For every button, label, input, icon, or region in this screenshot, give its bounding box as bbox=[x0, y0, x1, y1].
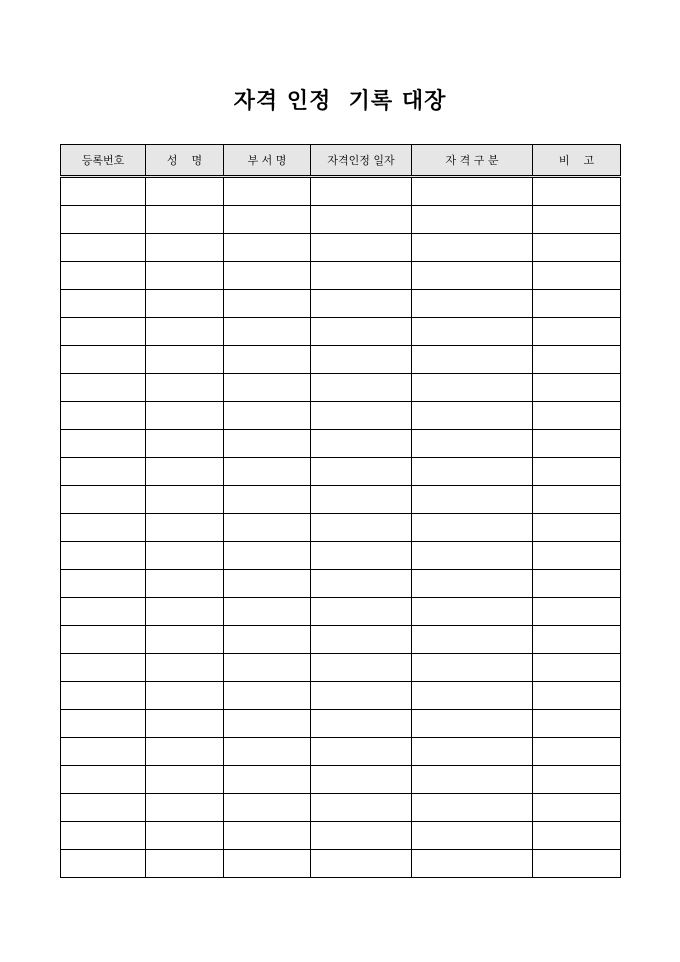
cell-certification-date bbox=[311, 374, 412, 402]
cell-certification-date bbox=[311, 710, 412, 738]
table-row bbox=[61, 682, 621, 710]
cell-department bbox=[224, 710, 311, 738]
cell-certification-date bbox=[311, 486, 412, 514]
cell-name bbox=[146, 290, 224, 318]
cell-department bbox=[224, 290, 311, 318]
table-row bbox=[61, 654, 621, 682]
header-qualification-type: 자 격 구 분 bbox=[412, 145, 533, 177]
cell-certification-date bbox=[311, 850, 412, 878]
table-row bbox=[61, 177, 621, 206]
cell-qualification-type bbox=[412, 710, 533, 738]
table-row bbox=[61, 290, 621, 318]
cell-name bbox=[146, 177, 224, 206]
table-row bbox=[61, 374, 621, 402]
cell-remarks bbox=[533, 374, 621, 402]
cell-certification-date bbox=[311, 318, 412, 346]
table-row bbox=[61, 486, 621, 514]
cell-certification-date bbox=[311, 570, 412, 598]
cell-registration-number bbox=[61, 458, 146, 486]
cell-remarks bbox=[533, 738, 621, 766]
cell-name bbox=[146, 234, 224, 262]
cell-remarks bbox=[533, 177, 621, 206]
cell-qualification-type bbox=[412, 514, 533, 542]
table-row bbox=[61, 710, 621, 738]
cell-qualification-type bbox=[412, 822, 533, 850]
cell-certification-date bbox=[311, 290, 412, 318]
cell-remarks bbox=[533, 290, 621, 318]
cell-name bbox=[146, 514, 224, 542]
cell-certification-date bbox=[311, 822, 412, 850]
cell-registration-number bbox=[61, 290, 146, 318]
cell-remarks bbox=[533, 514, 621, 542]
cell-department bbox=[224, 570, 311, 598]
cell-registration-number bbox=[61, 822, 146, 850]
cell-remarks bbox=[533, 458, 621, 486]
cell-qualification-type bbox=[412, 374, 533, 402]
table-row bbox=[61, 234, 621, 262]
table-row bbox=[61, 738, 621, 766]
cell-registration-number bbox=[61, 262, 146, 290]
cell-department bbox=[224, 598, 311, 626]
cell-name bbox=[146, 402, 224, 430]
cell-department bbox=[224, 626, 311, 654]
header-row bbox=[61, 145, 621, 177]
cell-certification-date bbox=[311, 346, 412, 374]
cell-qualification-type bbox=[412, 542, 533, 570]
cell-remarks bbox=[533, 346, 621, 374]
cell-department bbox=[224, 794, 311, 822]
cell-remarks bbox=[533, 430, 621, 458]
cell-qualification-type bbox=[412, 318, 533, 346]
cell-registration-number bbox=[61, 374, 146, 402]
cell-department bbox=[224, 738, 311, 766]
cell-remarks bbox=[533, 822, 621, 850]
cell-registration-number bbox=[61, 794, 146, 822]
cell-remarks bbox=[533, 318, 621, 346]
cell-department bbox=[224, 346, 311, 374]
cell-qualification-type bbox=[412, 430, 533, 458]
cell-certification-date bbox=[311, 738, 412, 766]
cell-qualification-type bbox=[412, 177, 533, 206]
cell-name bbox=[146, 262, 224, 290]
header-registration-number: 등록번호 bbox=[61, 145, 146, 177]
cell-registration-number bbox=[61, 626, 146, 654]
cell-registration-number bbox=[61, 346, 146, 374]
cell-qualification-type bbox=[412, 234, 533, 262]
cell-certification-date bbox=[311, 402, 412, 430]
cell-department bbox=[224, 514, 311, 542]
table-row bbox=[61, 346, 621, 374]
cell-qualification-type bbox=[412, 206, 533, 234]
cell-name bbox=[146, 710, 224, 738]
qualification-register-table bbox=[60, 144, 621, 878]
cell-department bbox=[224, 458, 311, 486]
cell-remarks bbox=[533, 682, 621, 710]
cell-registration-number bbox=[61, 430, 146, 458]
cell-certification-date bbox=[311, 514, 412, 542]
cell-remarks bbox=[533, 598, 621, 626]
cell-name bbox=[146, 430, 224, 458]
cell-certification-date bbox=[311, 626, 412, 654]
cell-qualification-type bbox=[412, 486, 533, 514]
cell-name bbox=[146, 766, 224, 794]
table-row bbox=[61, 402, 621, 430]
cell-department bbox=[224, 542, 311, 570]
table-row bbox=[61, 850, 621, 878]
cell-qualification-type bbox=[412, 262, 533, 290]
cell-department bbox=[224, 234, 311, 262]
cell-remarks bbox=[533, 626, 621, 654]
cell-remarks bbox=[533, 710, 621, 738]
header-name: 성 명 bbox=[146, 145, 224, 177]
cell-remarks bbox=[533, 850, 621, 878]
cell-name bbox=[146, 206, 224, 234]
cell-qualification-type bbox=[412, 738, 533, 766]
table-row bbox=[61, 318, 621, 346]
cell-registration-number bbox=[61, 402, 146, 430]
cell-certification-date bbox=[311, 206, 412, 234]
table-row bbox=[61, 598, 621, 626]
cell-certification-date bbox=[311, 654, 412, 682]
cell-department bbox=[224, 430, 311, 458]
cell-registration-number bbox=[61, 177, 146, 206]
table-row bbox=[61, 430, 621, 458]
cell-department bbox=[224, 374, 311, 402]
table-row bbox=[61, 458, 621, 486]
cell-qualification-type bbox=[412, 682, 533, 710]
cell-registration-number bbox=[61, 570, 146, 598]
cell-certification-date bbox=[311, 682, 412, 710]
cell-certification-date bbox=[311, 794, 412, 822]
cell-remarks bbox=[533, 570, 621, 598]
table-row bbox=[61, 514, 621, 542]
cell-name bbox=[146, 486, 224, 514]
cell-remarks bbox=[533, 402, 621, 430]
cell-department bbox=[224, 177, 311, 206]
cell-qualification-type bbox=[412, 598, 533, 626]
cell-qualification-type bbox=[412, 402, 533, 430]
cell-qualification-type bbox=[412, 458, 533, 486]
cell-registration-number bbox=[61, 234, 146, 262]
table-row bbox=[61, 626, 621, 654]
cell-remarks bbox=[533, 234, 621, 262]
cell-registration-number bbox=[61, 710, 146, 738]
cell-name bbox=[146, 458, 224, 486]
cell-certification-date bbox=[311, 177, 412, 206]
cell-department bbox=[224, 850, 311, 878]
cell-remarks bbox=[533, 654, 621, 682]
cell-remarks bbox=[533, 206, 621, 234]
cell-qualification-type bbox=[412, 654, 533, 682]
cell-certification-date bbox=[311, 262, 412, 290]
table-row bbox=[61, 206, 621, 234]
cell-department bbox=[224, 654, 311, 682]
header-remarks: 비 고 bbox=[533, 145, 621, 177]
cell-name bbox=[146, 542, 224, 570]
cell-name bbox=[146, 850, 224, 878]
cell-certification-date bbox=[311, 598, 412, 626]
cell-name bbox=[146, 682, 224, 710]
document-title: 자격 인정 기록 대장 bbox=[233, 88, 447, 114]
cell-name bbox=[146, 626, 224, 654]
cell-qualification-type bbox=[412, 626, 533, 654]
cell-registration-number bbox=[61, 318, 146, 346]
cell-qualification-type bbox=[412, 570, 533, 598]
cell-qualification-type bbox=[412, 794, 533, 822]
table-row bbox=[61, 822, 621, 850]
cell-name bbox=[146, 794, 224, 822]
cell-qualification-type bbox=[412, 346, 533, 374]
cell-remarks bbox=[533, 794, 621, 822]
cell-qualification-type bbox=[412, 766, 533, 794]
cell-registration-number bbox=[61, 542, 146, 570]
cell-name bbox=[146, 598, 224, 626]
cell-registration-number bbox=[61, 598, 146, 626]
table-row bbox=[61, 262, 621, 290]
cell-remarks bbox=[533, 542, 621, 570]
cell-qualification-type bbox=[412, 290, 533, 318]
cell-department bbox=[224, 402, 311, 430]
table-body bbox=[61, 177, 621, 878]
cell-registration-number bbox=[61, 738, 146, 766]
cell-certification-date bbox=[311, 458, 412, 486]
cell-department bbox=[224, 766, 311, 794]
cell-department bbox=[224, 486, 311, 514]
cell-registration-number bbox=[61, 682, 146, 710]
table-row bbox=[61, 766, 621, 794]
cell-remarks bbox=[533, 262, 621, 290]
cell-remarks bbox=[533, 766, 621, 794]
cell-department bbox=[224, 682, 311, 710]
table-row bbox=[61, 570, 621, 598]
table-row bbox=[61, 542, 621, 570]
cell-registration-number bbox=[61, 654, 146, 682]
cell-department bbox=[224, 206, 311, 234]
cell-registration-number bbox=[61, 766, 146, 794]
cell-name bbox=[146, 346, 224, 374]
header-certification-date: 자격인정 일자 bbox=[311, 145, 412, 177]
cell-certification-date bbox=[311, 234, 412, 262]
cell-certification-date bbox=[311, 766, 412, 794]
cell-department bbox=[224, 318, 311, 346]
cell-certification-date bbox=[311, 430, 412, 458]
cell-name bbox=[146, 318, 224, 346]
cell-name bbox=[146, 374, 224, 402]
cell-name bbox=[146, 822, 224, 850]
cell-registration-number bbox=[61, 486, 146, 514]
cell-registration-number bbox=[61, 514, 146, 542]
cell-registration-number bbox=[61, 850, 146, 878]
cell-certification-date bbox=[311, 542, 412, 570]
cell-qualification-type bbox=[412, 850, 533, 878]
cell-remarks bbox=[533, 486, 621, 514]
cell-name bbox=[146, 654, 224, 682]
cell-department bbox=[224, 262, 311, 290]
cell-name bbox=[146, 570, 224, 598]
cell-registration-number bbox=[61, 206, 146, 234]
header-department: 부 서 명 bbox=[224, 145, 311, 177]
table-row bbox=[61, 794, 621, 822]
cell-department bbox=[224, 822, 311, 850]
cell-name bbox=[146, 738, 224, 766]
